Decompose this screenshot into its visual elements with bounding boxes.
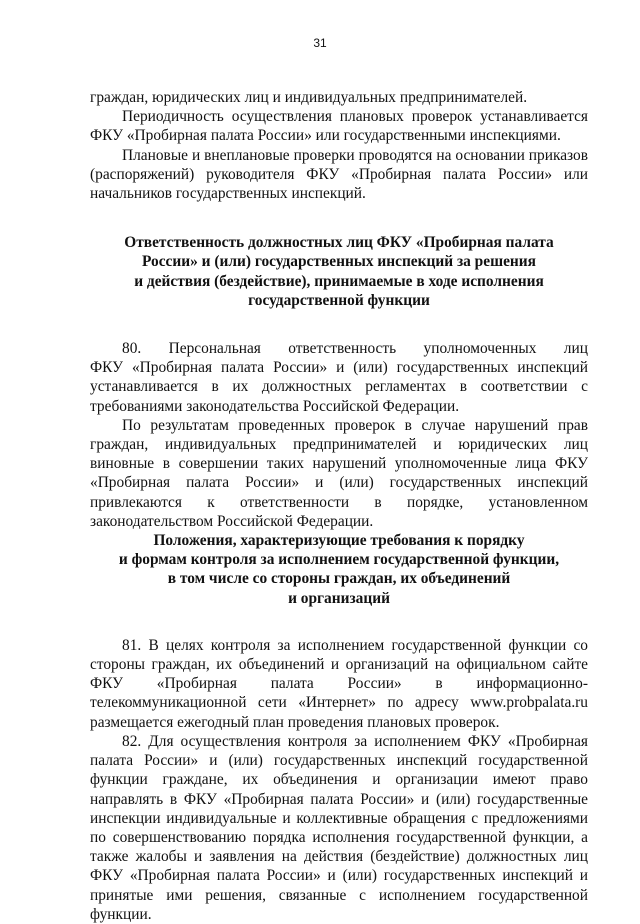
paragraph-continuation: граждан, юридических лиц и индивидуальных предпринимателей. <box>90 89 528 106</box>
heading-line: государственной функции <box>248 291 430 309</box>
paragraph-periodicity: Периодичность осуществления плановых проверок устанавливается ФКУ «Пробирная палата России» или государственными инспекциями. <box>90 108 588 145</box>
word: лиц <box>563 340 588 358</box>
paragraph-82: 82. Для осуществления контроля за исполнением ФКУ «Пробирная палата России» и (или) государственных инспекций государственной функции граждане, их объединения и организации имеют право направлять в ФКУ «Пробирная палата России» и (или) государственные инспекции индивидуальные и коллективные обращения с предложениями по совершенствованию порядка исполнения государственной функции, а также жалобы и заявления на действия (бездействие) должностных лиц ФКУ «Пробирная палата России» и (или) государственных инспекций и принятые ими решения, связанные с исполнением государственной функции. <box>90 732 588 923</box>
heading-line: Положения, характеризующие требования к порядку <box>153 532 525 550</box>
heading-line: и формам контроля за исполнением государственной функции, <box>118 551 560 569</box>
word: ответственность <box>288 340 397 358</box>
document-body <box>90 88 588 924</box>
paragraph-81: 81. В целях контроля за исполнением государственной функции со стороны граждан, их объединений и организаций на официальном сайте ФКУ «Пробирная палата России» в информационно-телекоммуникационной сети «Интернет» по адресу www.probpalata.ru размещается ежегодный план проведения плановых проверок. <box>90 636 588 731</box>
page-number: 31 <box>313 36 327 50</box>
heading-line: в том числе со стороны граждан, их объединений <box>167 570 511 588</box>
heading-line: и организаций <box>288 589 390 607</box>
paragraph-planned-inspections: Плановые и внеплановые проверки проводятся на основании приказов (распоряжений) руководителя ФКУ «Пробирная палата России» или начальников государственных инспекций. <box>90 146 588 203</box>
paragraph-80-rest: ФКУ «Пробирная палата России» и (или) государственных инспекций устанавливается в их должностных регламентах в соответствии с требованиями законодательства Российской Федерации. <box>90 359 588 415</box>
section-heading-control <box>90 531 588 608</box>
word: Персональная <box>168 340 261 358</box>
paragraph-80-first-line <box>90 339 588 358</box>
section-heading-responsibility <box>90 233 588 310</box>
heading-line: России» и (или) государственных инспекций за решения <box>142 253 536 271</box>
paragraph-80-violations: По результатам проведенных проверок в случае нарушений прав граждан, индивидуальных предпринимателей и юридических лиц виновные в совершении таких нарушений уполномоченные лица ФКУ «Пробирная палата России» и (или) государственных инспекций привлекаются к ответственности в порядке, установленном законодательством Российской Федерации. <box>90 416 588 530</box>
heading-line: и действия (бездействие), принимаемые в ходе исполнения <box>134 272 544 290</box>
paragraph-number: 80. <box>122 340 142 358</box>
word: уполномоченных <box>423 340 537 358</box>
heading-line: Ответственность должностных лиц ФКУ «Пробирная палата <box>124 234 554 252</box>
